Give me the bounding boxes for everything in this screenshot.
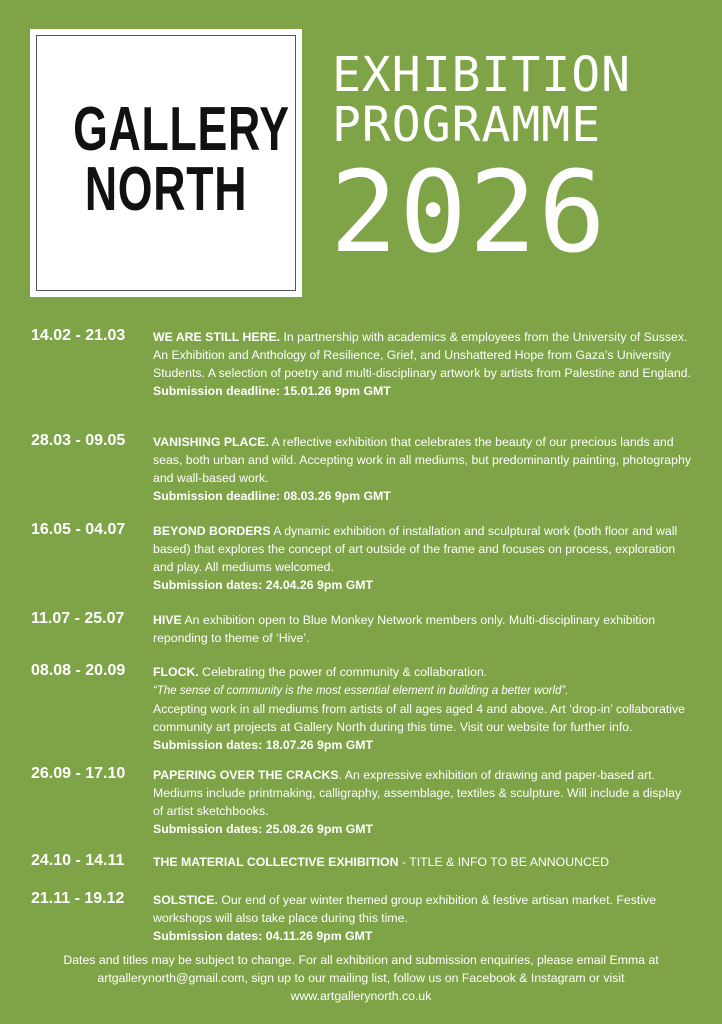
event-submission: Submission dates: 18.07.26 9pm GMT <box>153 738 374 752</box>
event-title: BEYOND BORDERS <box>153 524 271 538</box>
event-dates: 08.08 - 20.09 <box>31 662 126 679</box>
event-text: An exhibition open to Blue Monkey Network members only. Multi-disciplinary exhibition reponding to theme of ‘Hive’. <box>153 613 656 645</box>
event-text: A reflective exhibition that celebrates the beauty of our precious lands and seas, both urban and wild. Accepting work in all mediums, but predominantly painting, photography and wall-based work. <box>153 435 691 485</box>
event-description <box>153 766 693 838</box>
footer-website: www.artgallerynorth.co.uk <box>290 989 432 1003</box>
event-description <box>153 522 693 594</box>
event-title: FLOCK. <box>153 665 199 679</box>
heading-exhibition: EXHIBITION <box>332 47 631 103</box>
event-description <box>153 328 693 400</box>
event-quote: “The sense of community is the most essential element in building a better world”. <box>153 685 569 697</box>
event-title: VANISHING PLACE. <box>153 435 269 449</box>
event-description <box>153 853 693 871</box>
event-text: A dynamic exhibition of installation and sculptural work (both floor and wall based) that explores the concept of art outside of the frame and focuses on process, exploration and play. All mediums welcomed. <box>153 524 678 574</box>
event-dates: 11.07 - 25.07 <box>31 610 125 627</box>
event-submission: Submission dates: 25.08.26 9pm GMT <box>153 822 374 836</box>
event-text: . An expressive exhibition of drawing and paper-based art. Mediums include printmaking, calligraphy, assemblage, textiles & sculpture. Will include a display of artist sketchbooks. <box>153 768 682 818</box>
event-title: SOLSTICE. <box>153 893 218 907</box>
event-title: THE MATERIAL COLLECTIVE EXHIBITION <box>153 855 399 869</box>
heading-year: 2026 <box>330 148 608 278</box>
logo-frame <box>36 35 296 291</box>
gallery-north-logo <box>30 29 302 297</box>
event-description <box>153 663 693 754</box>
event-dates: 14.02 - 21.03 <box>31 327 126 344</box>
event-text: Our end of year winter themed group exhibition & festive artisan market. Festive workshops will also take place during this time. <box>153 893 657 925</box>
event-description <box>153 433 693 505</box>
event-submission: Submission deadline: 08.03.26 9pm GMT <box>153 489 391 503</box>
event-text: Celebrating the power of community & collaboration. <box>198 665 488 679</box>
event-dates: 21.11 - 19.12 <box>31 890 125 907</box>
logo-wordmark <box>73 95 290 224</box>
event-submission: Submission deadline: 15.01.26 9pm GMT <box>153 384 391 398</box>
event-title: HIVE <box>153 613 182 627</box>
footer-line-2: artgallerynorth@gmail.com, sign up to our mailing list, follow us on Facebook & Instagram or visit <box>97 971 625 985</box>
logo-line-1: GALLERY <box>73 95 290 164</box>
logo-line-2: NORTH <box>84 155 248 224</box>
event-title: WE ARE STILL HERE. <box>153 330 281 344</box>
event-text: - TITLE & INFO TO BE ANNOUNCED <box>398 855 609 869</box>
event-text-2: Accepting work in all mediums from artists of all ages aged 4 and above. Art ‘drop-in’ collaborative community art projects at Gallery North during this time. Visit our website for further info. <box>153 702 685 734</box>
event-submission: Submission dates: 04.11.26 9pm GMT <box>153 929 373 943</box>
heading-programme: PROGRAMME <box>332 97 602 153</box>
event-description <box>153 891 693 945</box>
event-dates: 28.03 - 09.05 <box>31 432 126 449</box>
footer-notice <box>20 951 702 1005</box>
footer-line-1: Dates and titles may be subject to change. For all exhibition and submission enquiries, please email Emma at <box>63 953 659 967</box>
event-dates: 16.05 - 04.07 <box>31 521 126 538</box>
event-text: In partnership with academics & employees from the University of Sussex. An Exhibition and Anthology of Resilience, Grief, and Unshattered Hope from Gaza’s University Students. A selection of poetry and multi-disciplinary artwork by artists from Palestine and England. <box>153 330 691 380</box>
event-title: PAPERING OVER THE CRACKS <box>153 768 339 782</box>
event-dates: 24.10 - 14.11 <box>31 852 125 869</box>
event-dates: 26.09 - 17.10 <box>31 765 126 782</box>
event-submission: Submission dates: 24.04.26 9pm GMT <box>153 578 374 592</box>
event-description <box>153 611 693 647</box>
